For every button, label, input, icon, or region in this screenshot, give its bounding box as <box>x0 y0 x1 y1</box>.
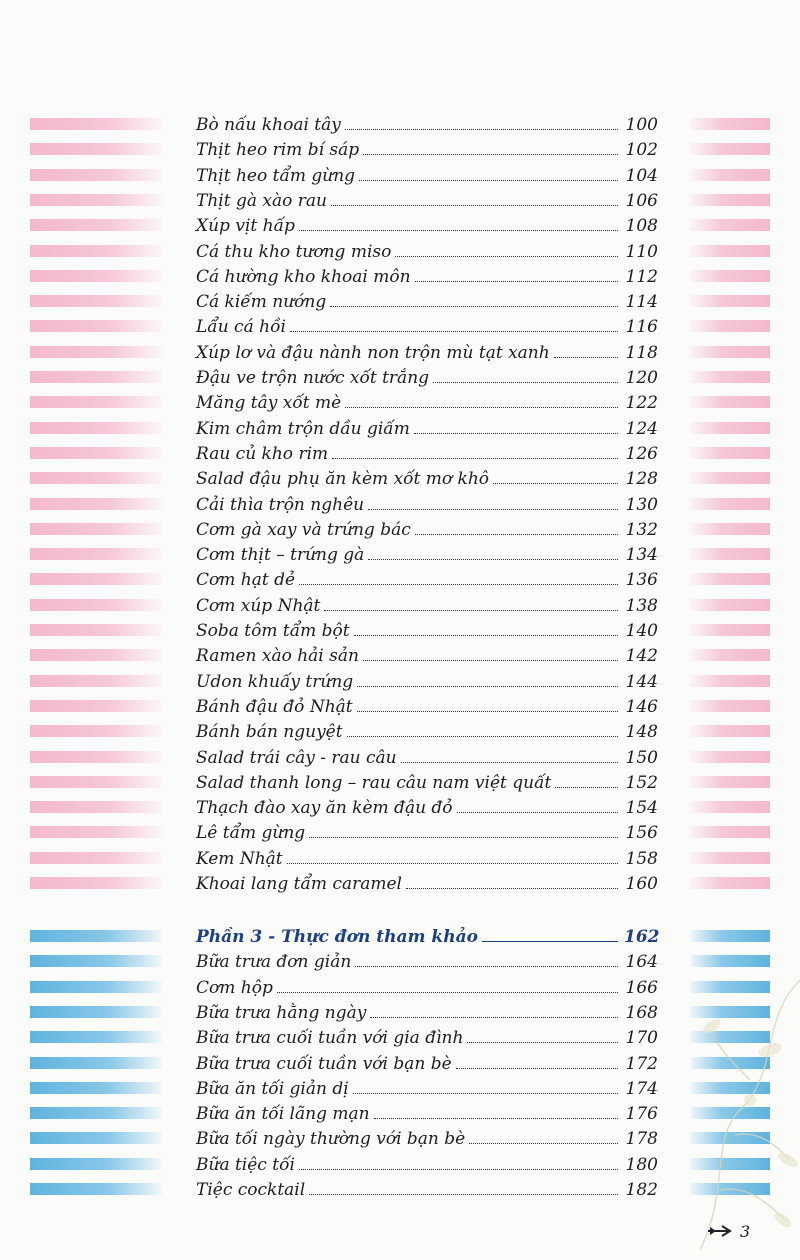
stripe-right <box>690 675 770 687</box>
dot-leader <box>467 1042 618 1043</box>
toc-entry-page: 132 <box>625 519 658 540</box>
dot-leader <box>374 1118 618 1119</box>
stripe-right <box>690 143 770 155</box>
toc-entry-title: Cá thu kho tương miso <box>196 241 392 262</box>
stripe-left <box>30 955 162 967</box>
toc-entry-title: Khoai lang tẩm caramel <box>196 874 402 894</box>
dot-leader <box>433 382 618 383</box>
stripe-right <box>690 776 770 788</box>
toc-entry-page: 120 <box>625 368 658 388</box>
stripe-left <box>30 320 162 332</box>
stripe-left <box>30 194 162 206</box>
toc-entry-title: Thịt heo rim bí sáp <box>196 140 360 161</box>
stripe-right <box>690 523 770 535</box>
toc-row <box>196 338 658 363</box>
dot-leader <box>368 559 618 560</box>
stripe-left <box>30 371 162 383</box>
stripe-left <box>30 523 162 535</box>
toc-row <box>196 1023 658 1048</box>
stripe-left <box>30 1082 162 1094</box>
toc-entry-page: 138 <box>625 595 658 616</box>
toc-entry-title: Bữa ăn tối lãng mạn <box>196 1104 370 1125</box>
toc-row <box>196 768 658 793</box>
toc-entry-title: Cơm thịt – trứng gà <box>196 545 365 566</box>
toc-row <box>196 998 658 1023</box>
toc-entry-page: 142 <box>625 646 658 667</box>
dot-leader <box>355 966 618 967</box>
dot-leader <box>299 1169 618 1170</box>
toc-row <box>196 641 658 666</box>
stripe-left <box>30 700 162 712</box>
toc-row <box>196 515 658 540</box>
toc-row <box>196 793 658 818</box>
toc-entry-title: Bữa tối ngày thường với bạn bè <box>196 1129 466 1150</box>
toc-entry-page: 104 <box>625 165 658 186</box>
dot-leader <box>299 584 618 585</box>
dot-leader <box>309 837 618 838</box>
stripe-right <box>690 826 770 838</box>
toc-entry-page: 166 <box>625 977 658 998</box>
page-number: 3 <box>740 1222 751 1241</box>
dot-leader <box>354 635 618 636</box>
toc-row <box>196 692 658 717</box>
toc-entry-page: 136 <box>625 570 658 591</box>
toc-entry-title: Cơm hạt dẻ <box>196 570 296 591</box>
toc-row <box>196 211 658 236</box>
stripe-left <box>30 118 162 130</box>
stripe-left <box>30 245 162 257</box>
toc-entry-title: Bữa ăn tối giản dị <box>196 1078 349 1099</box>
toc-row <box>196 947 658 972</box>
dot-leader <box>469 1143 618 1144</box>
dot-leader <box>415 281 618 282</box>
section-heading-row <box>196 922 658 947</box>
stripe-right <box>690 801 770 813</box>
stripe-left <box>30 548 162 560</box>
stripe-left <box>30 447 162 459</box>
stripe-left <box>30 169 162 181</box>
stripe-right <box>690 219 770 231</box>
toc-row <box>196 161 658 186</box>
toc-entry-title: Cơm hộp <box>196 977 273 998</box>
dot-leader <box>347 736 618 737</box>
toc-entry-page: 164 <box>625 952 658 973</box>
toc-entry-page: 106 <box>625 190 658 211</box>
toc-row <box>196 667 658 692</box>
dot-leader <box>359 180 618 181</box>
toc-entry-page: 160 <box>625 874 658 894</box>
toc-entry-title: Cơm gà xay và trứng bác <box>196 519 411 540</box>
stripe-right <box>690 725 770 737</box>
stripe-left <box>30 725 162 737</box>
stripe-right <box>690 371 770 383</box>
toc-entry-page: 156 <box>625 823 658 844</box>
toc-entry-page: 182 <box>625 1180 658 1200</box>
stripe-left <box>30 751 162 763</box>
toc-entry-page: 112 <box>625 266 658 287</box>
dot-leader <box>287 863 618 864</box>
toc-entry-title: Cơm xúp Nhật <box>196 595 321 616</box>
ornament-arrow-icon <box>706 1224 736 1238</box>
toc-entry-page: 170 <box>625 1028 658 1049</box>
toc-row <box>196 237 658 262</box>
dot-leader <box>406 888 618 889</box>
toc-entry-title: Phần 3 - Thực đơn tham khảo <box>196 927 478 947</box>
dot-leader <box>345 129 618 130</box>
toc-entry-title: Udon khuấy trứng <box>196 671 354 692</box>
stripe-right <box>690 472 770 484</box>
toc-row <box>196 1124 658 1149</box>
toc-entry-title: Thịt heo tẩm gừng <box>196 165 356 186</box>
stripe-right <box>690 930 770 942</box>
stripe-right <box>690 245 770 257</box>
dot-leader <box>363 154 618 155</box>
stripe-right <box>690 852 770 864</box>
stripe-left <box>30 1031 162 1043</box>
toc-row <box>196 717 658 742</box>
toc-entry-page: 154 <box>625 798 658 819</box>
stripe-left <box>30 599 162 611</box>
dot-leader <box>309 1194 618 1195</box>
toc-entry-page: 178 <box>625 1129 658 1150</box>
stripe-left <box>30 396 162 408</box>
toc-entry-title: Kim châm trộn dầu giấm <box>196 418 410 439</box>
toc-row <box>196 439 658 464</box>
toc-entry-page: 102 <box>625 140 658 161</box>
toc-entry-title: Bữa tiệc tối <box>196 1154 295 1175</box>
toc-entry-page: 158 <box>625 848 658 869</box>
stripe-right <box>690 573 770 585</box>
toc-entry-title: Bánh bán nguyệt <box>196 722 343 743</box>
stripe-right <box>690 118 770 130</box>
toc-entry-page: 172 <box>625 1053 658 1074</box>
dot-leader <box>277 992 618 993</box>
dot-leader <box>401 762 618 763</box>
toc-entry-page: 130 <box>625 494 658 515</box>
toc-row <box>196 1150 658 1175</box>
stripe-left <box>30 472 162 484</box>
dot-leader <box>370 1017 618 1018</box>
stripe-right <box>690 649 770 661</box>
stripe-right <box>690 346 770 358</box>
toc-entry-title: Măng tây xốt mè <box>196 393 342 414</box>
toc-row <box>196 414 658 439</box>
dot-leader <box>331 205 618 206</box>
toc-row <box>196 869 658 894</box>
toc-entry-page: 150 <box>625 747 658 768</box>
stripe-right <box>690 169 770 181</box>
toc-entry-title: Bữa trưa đơn giản <box>196 952 352 973</box>
stripe-right <box>690 548 770 560</box>
toc-entry-page: 108 <box>625 216 658 237</box>
stripe-left <box>30 981 162 993</box>
stripe-left <box>30 801 162 813</box>
stripe-left <box>30 852 162 864</box>
toc-entry-title: Thạch đào xay ăn kèm đậu đỏ <box>196 798 453 819</box>
stripe-right <box>690 295 770 307</box>
toc-row <box>196 262 658 287</box>
toc-row <box>196 490 658 515</box>
toc-entry-page: 134 <box>625 545 658 566</box>
toc-entry-page: 122 <box>625 393 658 414</box>
toc-entry-title: Ramen xào hải sản <box>196 646 359 667</box>
toc-row <box>196 565 658 590</box>
toc-entry-title: Cá hường kho khoai môn <box>196 266 411 287</box>
toc-entry-page: 174 <box>625 1078 658 1099</box>
toc-row <box>196 743 658 768</box>
dot-leader <box>330 306 618 307</box>
toc-row <box>196 363 658 388</box>
toc-entry-title: Bữa trưa cuối tuần với bạn bè <box>196 1053 452 1074</box>
toc-entry-page: 124 <box>625 418 658 439</box>
stripe-left <box>30 143 162 155</box>
toc-row <box>196 110 658 135</box>
stripe-right <box>690 599 770 611</box>
dot-leader <box>290 331 618 332</box>
dot-leader <box>363 660 618 661</box>
toc-entry-title: Đậu ve trộn nước xốt trắng <box>196 368 430 388</box>
toc-row <box>196 844 658 869</box>
toc-entry-page: 152 <box>625 772 658 793</box>
toc-row <box>196 1175 658 1200</box>
toc-entry-title: Bánh đậu đỏ Nhật <box>196 696 353 717</box>
dot-leader <box>482 941 618 942</box>
stripe-right <box>690 624 770 636</box>
toc-entry-page: 100 <box>625 115 658 135</box>
toc-entry-page: 176 <box>625 1104 658 1125</box>
toc-entry-page: 140 <box>625 621 658 641</box>
toc-row <box>196 591 658 616</box>
dot-leader <box>395 256 618 257</box>
stripe-left <box>30 573 162 585</box>
stripe-left <box>30 422 162 434</box>
toc-entry-title: Salad thanh long – rau câu nam việt quất <box>196 772 552 793</box>
toc-entry-title: Bò nấu khoai tây <box>196 115 341 135</box>
toc-entry-page: 146 <box>625 696 658 717</box>
stripe-right <box>690 422 770 434</box>
stripe-left <box>30 1057 162 1069</box>
toc-row <box>196 186 658 211</box>
toc-entry-title: Tiệc cocktail <box>196 1180 306 1200</box>
toc-entry-page: 148 <box>625 722 658 743</box>
stripe-left <box>30 295 162 307</box>
stripe-left <box>30 1183 162 1195</box>
stripe-left <box>30 649 162 661</box>
stripe-left <box>30 498 162 510</box>
toc-row <box>196 540 658 565</box>
stripe-left <box>30 1158 162 1170</box>
stripe-left <box>30 1006 162 1018</box>
stripe-right <box>690 194 770 206</box>
stripe-right <box>690 396 770 408</box>
stripe-left <box>30 826 162 838</box>
toc-row <box>196 1049 658 1074</box>
dot-leader <box>457 812 618 813</box>
toc-row <box>196 973 658 998</box>
stripe-right <box>690 447 770 459</box>
stripe-left <box>30 1107 162 1119</box>
dot-leader <box>357 711 618 712</box>
dot-leader <box>493 483 618 484</box>
toc-entry-page: 118 <box>625 342 658 363</box>
toc-entry-page: 168 <box>625 1002 658 1023</box>
toc-entry-page: 114 <box>625 292 658 313</box>
dot-leader <box>415 534 618 535</box>
toc-row <box>196 388 658 413</box>
toc-entry-page: 144 <box>625 671 658 692</box>
stripe-left <box>30 346 162 358</box>
stripe-right <box>690 877 770 889</box>
dot-leader <box>345 407 618 408</box>
stripe-right <box>690 751 770 763</box>
stripe-left <box>30 624 162 636</box>
toc-row <box>196 464 658 489</box>
dot-leader <box>414 433 618 434</box>
stripe-left <box>30 930 162 942</box>
dot-leader <box>332 458 618 459</box>
floral-ornament-icon <box>690 960 800 1260</box>
toc-entry-title: Xúp lơ và đậu nành non trộn mù tạt xanh <box>196 342 550 363</box>
toc-row <box>196 616 658 641</box>
toc-entry-title: Kem Nhật <box>196 848 283 869</box>
toc-entry-page: 126 <box>625 443 658 464</box>
stripe-right <box>690 700 770 712</box>
dot-leader <box>324 610 618 611</box>
toc-entry-page: 180 <box>625 1154 658 1175</box>
stripe-left <box>30 776 162 788</box>
toc-entry-title: Salad trái cây - rau câu <box>196 747 397 768</box>
toc-entry-title: Bữa trưa cuối tuần với gia đình <box>196 1028 464 1049</box>
dot-leader <box>456 1068 618 1069</box>
stripe-right <box>690 320 770 332</box>
toc-row <box>196 287 658 312</box>
dot-leader <box>299 230 618 231</box>
dot-leader <box>357 686 618 687</box>
toc-entry-page: 116 <box>625 317 658 338</box>
toc-entry-title: Lẩu cá hồi <box>196 317 286 338</box>
stripe-left <box>30 877 162 889</box>
toc-entry-title: Soba tôm tẩm bột <box>196 621 350 641</box>
toc-entry-title: Thịt gà xào rau <box>196 190 327 211</box>
stripe-left <box>30 1132 162 1144</box>
stripe-left <box>30 270 162 282</box>
toc-row <box>196 818 658 843</box>
toc-entry-title: Xúp vịt hấp <box>196 216 295 237</box>
toc-row <box>196 312 658 337</box>
toc-row <box>196 1074 658 1099</box>
dot-leader <box>368 509 618 510</box>
dot-leader <box>555 787 618 788</box>
toc-entry-title: Rau củ kho rim <box>196 443 329 464</box>
toc-entry-page: 128 <box>625 469 658 490</box>
toc-entry-page: 162 <box>624 927 660 947</box>
toc-entry-title: Cá kiếm nướng <box>196 292 327 313</box>
stripe-left <box>30 219 162 231</box>
toc-entry-title: Lê tẩm gừng <box>196 823 306 844</box>
toc-row <box>196 135 658 160</box>
stripe-right <box>690 270 770 282</box>
dot-leader <box>353 1093 618 1094</box>
toc-entry-title: Bữa trưa hằng ngày <box>196 1002 367 1023</box>
dot-leader <box>554 357 618 358</box>
toc-entry-page: 110 <box>625 241 658 262</box>
stripe-left <box>30 675 162 687</box>
stripe-right <box>690 498 770 510</box>
toc-entry-title: Salad đậu phụ ăn kèm xốt mơ khô <box>196 469 490 490</box>
toc-entry-title: Cải thìa trộn nghêu <box>196 494 365 515</box>
toc-row <box>196 1099 658 1124</box>
